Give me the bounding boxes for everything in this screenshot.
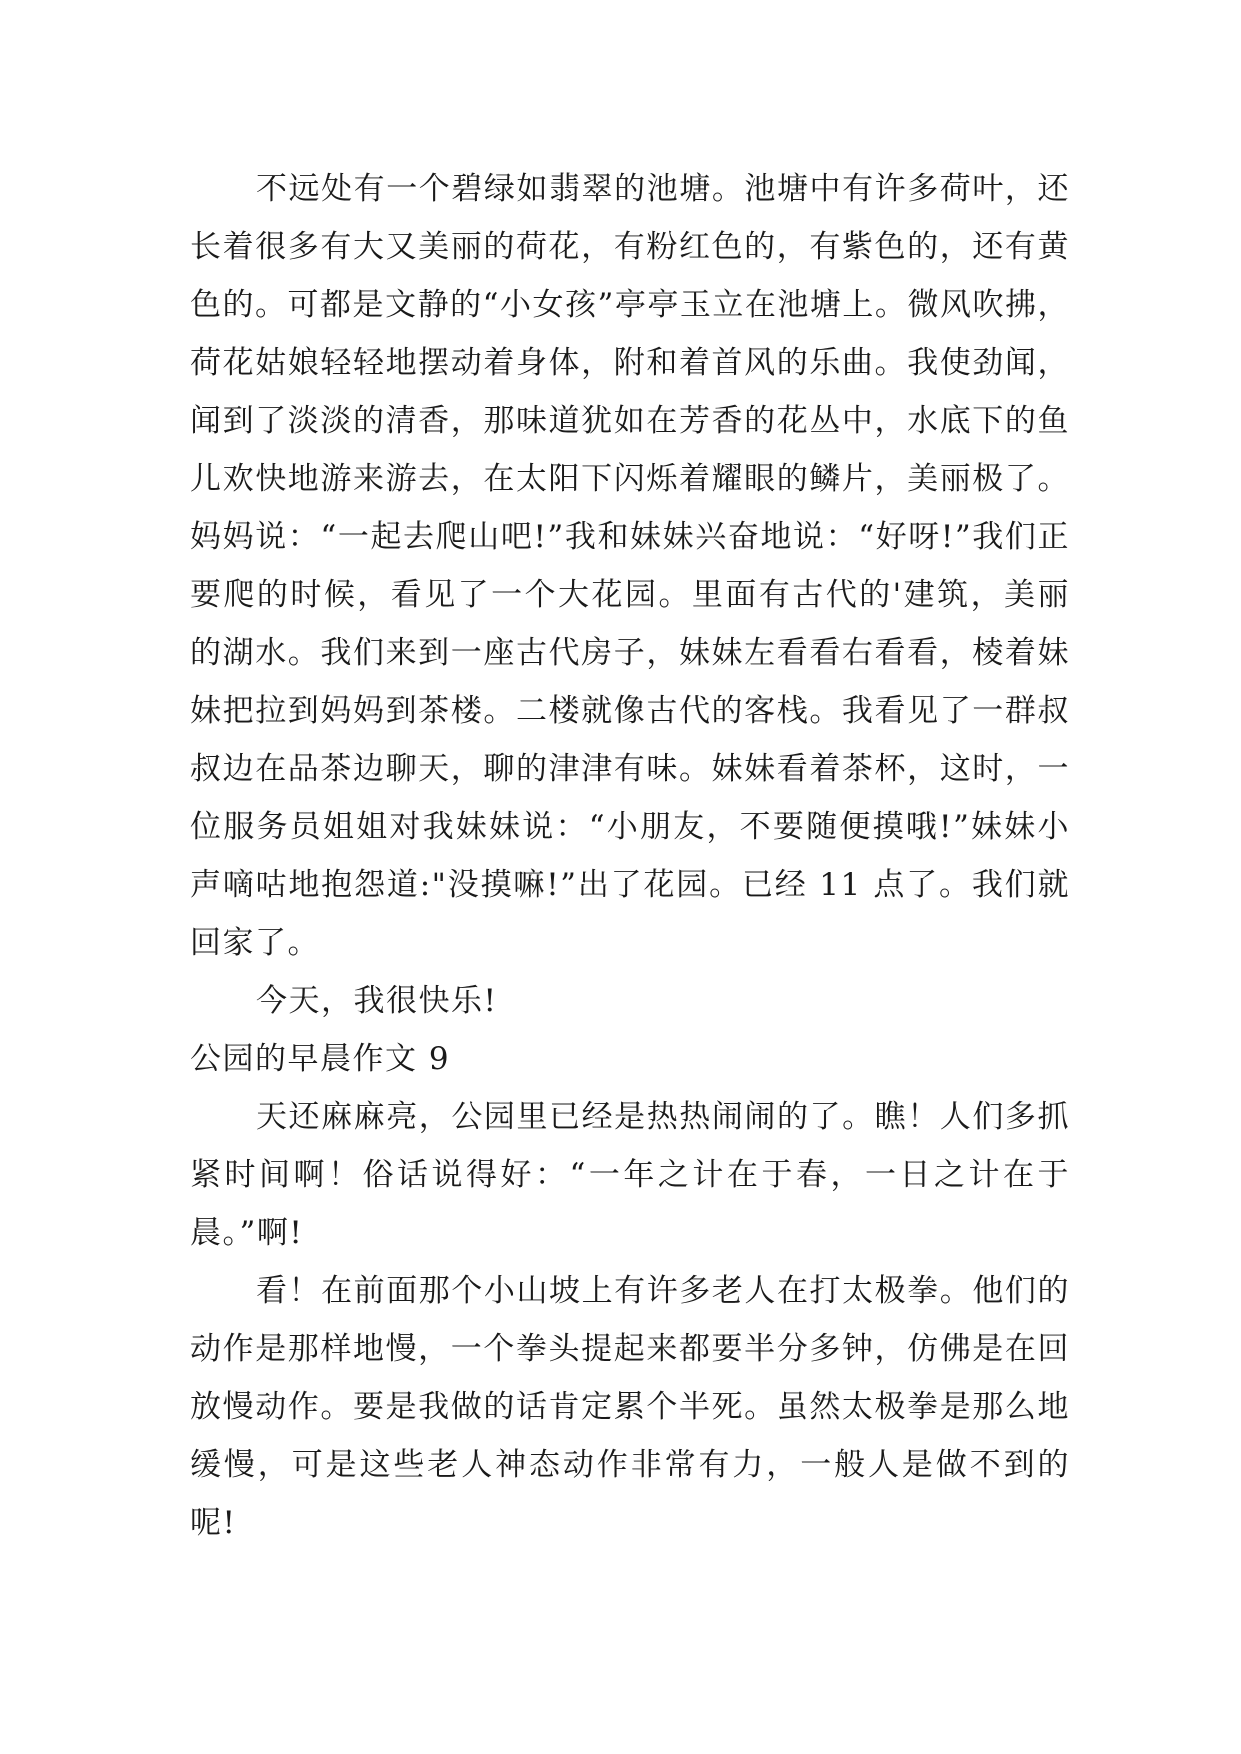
body-paragraph: 天还麻麻亮，公园里已经是热热闹闹的了。瞧！人们多抓紧时间啊！俗话说得好：“一年之计在于春，一日之计在于晨。”啊!: [190, 1099, 1070, 1251]
body-paragraph: 今天，我很快乐!: [256, 983, 498, 1019]
document-body: [190, 160, 1070, 1552]
body-paragraph: 看！在前面那个小山坡上有许多老人在打太极拳。他们的动作是那样地慢，一个拳头提起来都要半分多钟，仿佛是在回放慢动作。要是我做的话肯定累个半死。虽然太极拳是那么地缓慢，可是这些老人神态动作非常有力，一般人是做不到的呢!: [190, 1273, 1070, 1541]
section-heading: 公园的早晨作文 9: [190, 1041, 451, 1077]
body-paragraph: 不远处有一个碧绿如翡翠的池塘。池塘中有许多荷叶，还长着很多有大又美丽的荷花，有粉红色的，有紫色的，还有黄色的。可都是文静的“小女孩”亭亭玉立在池塘上。微风吹拂，荷花姑娘轻轻地摆动着身体，附和着首风的乐曲。我使劲闻，闻到了淡淡的清香，那味道犹如在芳香的花丛中，水底下的鱼儿欢快地游来游去，在太阳下闪烁着耀眼的鳞片，美丽极了。妈妈说：“一起去爬山吧!”我和妹妹兴奋地说：“好呀!”我们正要爬的时候，看见了一个大花园。里面有古代的'建筑，美丽的湖水。我们来到一座古代房子，妹妹左看看右看看，棱着妹妹把拉到妈妈到茶楼。二楼就像古代的客栈。我看见了一群叔叔边在品茶边聊天，聊的津津有味。妹妹看着茶杯，这时，一位服务员姐姐对我妹妹说：“小朋友，不要随便摸哦!”妹妹小声嘀咕地抱怨道:"没摸嘛!”出了花园。已经 11 点了。我们就回家了。: [190, 171, 1070, 961]
